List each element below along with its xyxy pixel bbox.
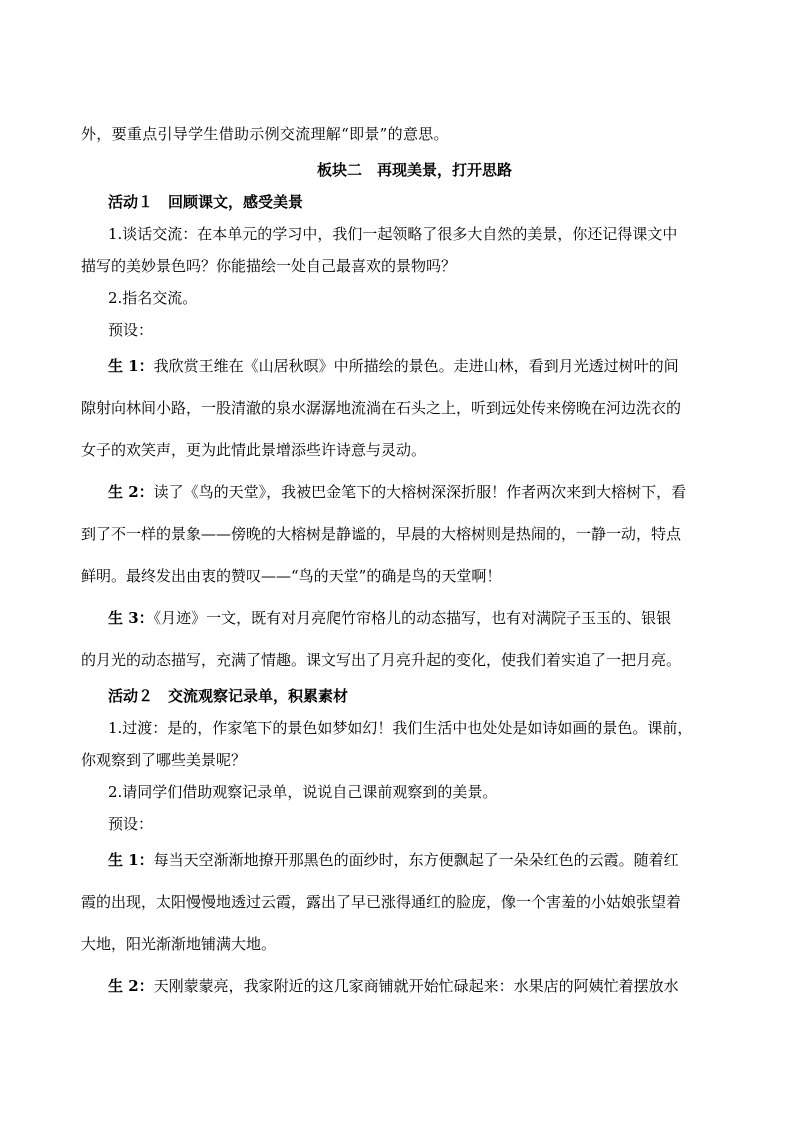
activity-2-item-2: 2.请同学们借助观察记录单，说说自己课前观察到的美景。 (108, 783, 498, 801)
student-2-answer-line-2: 到了不一样的景象——傍晚的大榕树是静谧的，早晨的大榕树则是热闹的，一静一动，特点 (81, 525, 682, 543)
paragraph-continuation: 外，要重点引导学生借助示例交流理解“即景”的意思。 (81, 125, 449, 143)
student-label: 生 1： (108, 851, 154, 869)
student-1-answer-line-2: 隙射向林间小路，一股清澈的泉水潺潺地流淌在石头之上，听到远处传来傍晚在河边洗衣的 (81, 399, 682, 417)
student-label: 生 3： (108, 609, 154, 627)
student-label: 生 2： (108, 483, 154, 501)
student-1-observation-line-2: 霞的出现，太阳慢慢地透过云霞，露出了早已涨得通红的脸庞，像一个害羞的小姑娘张望着 (81, 893, 682, 911)
student-2-observation-line-1: 生 2：天刚蒙蒙亮，我家附近的这几家商铺就开始忙碌起来：水果店的阿姨忙着摆放水 (108, 977, 679, 995)
activity-1-item-1-line-1: 1.谈话交流：在本单元的学习中，我们一起领略了很多大自然的美景，你还记得课文中 (108, 225, 678, 243)
student-2-answer-line-3: 鲜明。最终发出由衷的赞叹——“鸟的天堂”的确是鸟的天堂啊！ (81, 567, 502, 585)
student-2-answer-line-1: 生 2：读了《鸟的天堂》，我被巴金笔下的大榕树深深折服！作者两次来到大榕树下，看 (108, 483, 687, 501)
student-1-answer-line-3: 女子的欢笑声，更为此情此景增添些许诗意与灵动。 (81, 441, 427, 459)
student-label: 生 2： (108, 977, 154, 995)
preset-label: 预设： (108, 321, 154, 339)
activity-1-item-2: 2.指名交流。 (108, 289, 198, 307)
student-3-answer-line-1: 生 3：《月迹》一文，既有对月亮爬竹帘格儿的动态描写，也有对满院子玉玉的、银银 (108, 609, 672, 627)
activity-1-heading: 活动１ 回顾课文，感受美景 (108, 193, 304, 211)
student-1-observation-line-3: 大地，阳光渐渐地铺满大地。 (81, 935, 277, 953)
activity-2-heading: 活动２ 交流观察记录单，积累素材 (108, 687, 349, 705)
student-1-answer-line-1: 生 1：我欣赏王维在《山居秋暝》中所描绘的景色。走进山林，看到月光透过树叶的间 (108, 357, 679, 375)
section-heading: 板块二 再现美景，打开思路 (316, 161, 512, 179)
activity-2-item-1-line-2: 你观察到了哪些美景呢？ (81, 751, 247, 769)
student-1-observation-line-1: 生 1：每当天空渐渐地撩开那黑色的面纱时，东方便飘起了一朵朵红色的云霞。随着红 (108, 851, 679, 869)
activity-1-item-1-line-2: 描写的美妙景色吗？你能描绘一处自己最喜欢的景物吗？ (81, 257, 457, 275)
activity-2-item-1-line-1: 1.过渡：是的，作家笔下的景色如梦如幻！我们生活中也处处是如诗如画的景色。课前， (108, 719, 693, 737)
student-label: 生 1： (108, 357, 154, 375)
preset-label: 预设： (108, 815, 154, 833)
student-3-answer-line-2: 的月光的动态描写，充满了情趣。课文写出了月亮升起的变化，使我们着实追了一把月亮。 (81, 651, 682, 669)
